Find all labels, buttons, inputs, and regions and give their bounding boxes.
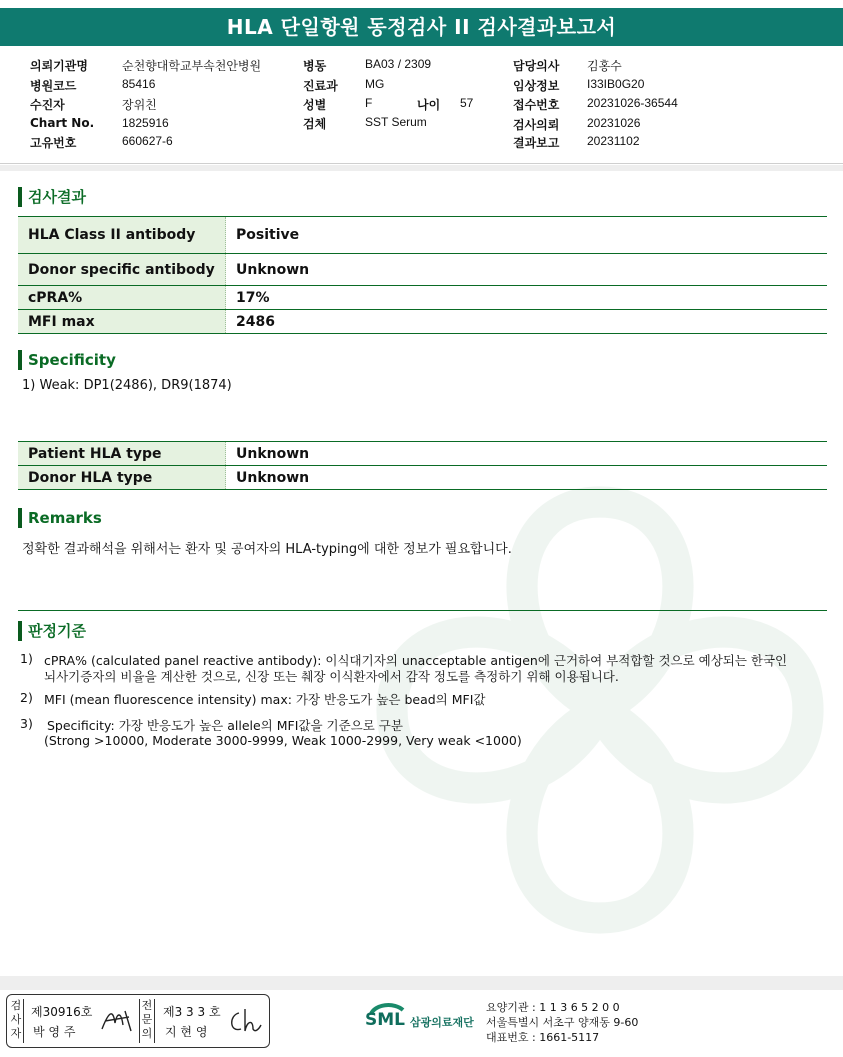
specificity-text: 1) Weak: DP1(2486), DR9(1874) xyxy=(22,378,232,393)
patient-value: 장위친 xyxy=(122,98,157,112)
sex-label: 성별 xyxy=(303,98,327,112)
header-band xyxy=(0,165,843,171)
chart-no-label: Chart No. xyxy=(30,116,95,130)
institution-label: 의뢰기관명 xyxy=(30,59,88,73)
result-value: Unknown xyxy=(226,254,828,286)
remarks-text: 정확한 결과해석을 위해서는 환자 및 공여자의 HLA-typing에 대한 정보가 필요합니다. xyxy=(22,542,512,557)
report-date-value: 20231102 xyxy=(587,134,640,148)
ward-label: 병동 xyxy=(303,59,327,73)
table-row xyxy=(18,466,827,490)
request-date-value: 20231026 xyxy=(587,116,641,130)
table-row xyxy=(18,217,827,254)
specimen-label: 검체 xyxy=(303,117,327,131)
criteria-item-line: cPRA% (calculated panel reactive antibody): 이식대기자의 unacceptable antigen에 근거하여 부적합할 것으로 예상되는 한국인 xyxy=(44,653,788,668)
reviewer-signature-icon xyxy=(225,1005,265,1037)
signature-stamp xyxy=(6,994,270,1048)
reviewer-name: 지 현 영 xyxy=(165,1025,208,1039)
unique-no-value: 660627-6 xyxy=(122,134,173,148)
criteria-divider xyxy=(18,610,827,611)
accession-value: 20231026-36544 xyxy=(587,96,678,110)
report-title: HLA 단일항원 동정검사 II 검사결과보고서 xyxy=(0,8,843,46)
background-watermark xyxy=(340,450,843,970)
result-value: 17% xyxy=(226,286,828,310)
age-value: 57 xyxy=(460,96,474,110)
ward-value: BA03 / 2309 xyxy=(365,57,432,71)
patient-label: 수진자 xyxy=(30,98,65,112)
institution-value: 순천향대학교부속천안병원 xyxy=(122,59,262,73)
reviewer-label: 전문의 xyxy=(139,999,155,1043)
inspector-label: 검사자 xyxy=(9,999,24,1043)
criteria-item-num: 3) xyxy=(20,716,33,731)
result-key: Donor specific antibody xyxy=(18,254,226,286)
org-name: 삼광의료재단 xyxy=(410,1016,474,1029)
request-date-label: 검사의뢰 xyxy=(513,118,560,132)
criteria-item-line: (Strong >10000, Moderate 3000-9999, Weak 1000-2999, Very weak <1000) xyxy=(44,733,522,748)
org-phone: 대표번호 : 1661-5117 xyxy=(486,1031,600,1044)
hospital-code-value: 85416 xyxy=(122,77,156,91)
org-logo-text: SML xyxy=(365,1010,405,1030)
hla-key: Patient HLA type xyxy=(18,442,226,466)
inspector-name: 박 영 주 xyxy=(33,1025,76,1039)
unique-no-label: 고유번호 xyxy=(30,136,77,150)
doctor-label: 담당의사 xyxy=(513,59,560,73)
table-row xyxy=(18,254,827,286)
department-label: 진료과 xyxy=(303,79,338,93)
criteria-heading: 판정기준 xyxy=(18,621,86,641)
result-value: Positive xyxy=(226,217,828,254)
remarks-heading: Remarks xyxy=(18,508,102,528)
result-key: HLA Class II antibody xyxy=(18,217,226,254)
hla-value: Unknown xyxy=(226,442,828,466)
specimen-value: SST Serum xyxy=(365,115,427,129)
table-row xyxy=(18,442,827,466)
hla-type-table xyxy=(18,441,827,490)
inspector-no: 제30916호 xyxy=(31,1005,93,1019)
result-key: cPRA% xyxy=(18,286,226,310)
org-address: 서울특별시 서초구 양재동 9-60 xyxy=(486,1016,639,1029)
criteria-item-num: 1) xyxy=(20,651,33,666)
hla-key: Donor HLA type xyxy=(18,466,226,490)
clinical-info-value: I33IB0G20 xyxy=(587,77,645,91)
org-address-block xyxy=(486,1000,638,1045)
specificity-heading: Specificity xyxy=(18,350,116,370)
clinical-info-label: 임상정보 xyxy=(513,79,560,93)
criteria-item-line: MFI (mean fluorescence intensity) max: 가장 반응도가 높은 bead의 MFI값 xyxy=(44,692,486,707)
sex-value: F xyxy=(365,96,373,110)
age-label: 나이 xyxy=(417,98,441,112)
criteria-item-line: 뇌사기증자의 비율을 계산한 것으로, 신장 또는 췌장 이식환자에서 감작 정도를 측정하기 위해 이용됩니다. xyxy=(44,669,619,684)
results-table xyxy=(18,216,827,334)
inspector-signature-icon xyxy=(99,1005,135,1035)
reviewer-no: 제3 3 3 호 xyxy=(163,1005,221,1019)
accession-label: 접수번호 xyxy=(513,98,560,112)
table-row xyxy=(18,310,827,334)
chart-no-value: 1825916 xyxy=(122,116,169,130)
department-value: MG xyxy=(365,77,385,91)
result-value: 2486 xyxy=(226,310,828,334)
criteria-item-line: Specificity: 가장 반응도가 높은 allele의 MFI값을 기준으로 구분 xyxy=(47,718,403,733)
doctor-value: 김홍수 xyxy=(587,59,622,73)
report-date-label: 결과보고 xyxy=(513,136,560,150)
header-divider xyxy=(0,163,843,164)
table-row xyxy=(18,286,827,310)
results-heading: 검사결과 xyxy=(18,187,86,207)
care-institution: 요양기관 : 1 1 3 6 5 2 0 0 xyxy=(486,1001,620,1014)
hla-value: Unknown xyxy=(226,466,828,490)
footer-band xyxy=(0,976,843,990)
hospital-code-label: 병원코드 xyxy=(30,79,77,93)
criteria-item-num: 2) xyxy=(20,690,33,705)
result-key: MFI max xyxy=(18,310,226,334)
